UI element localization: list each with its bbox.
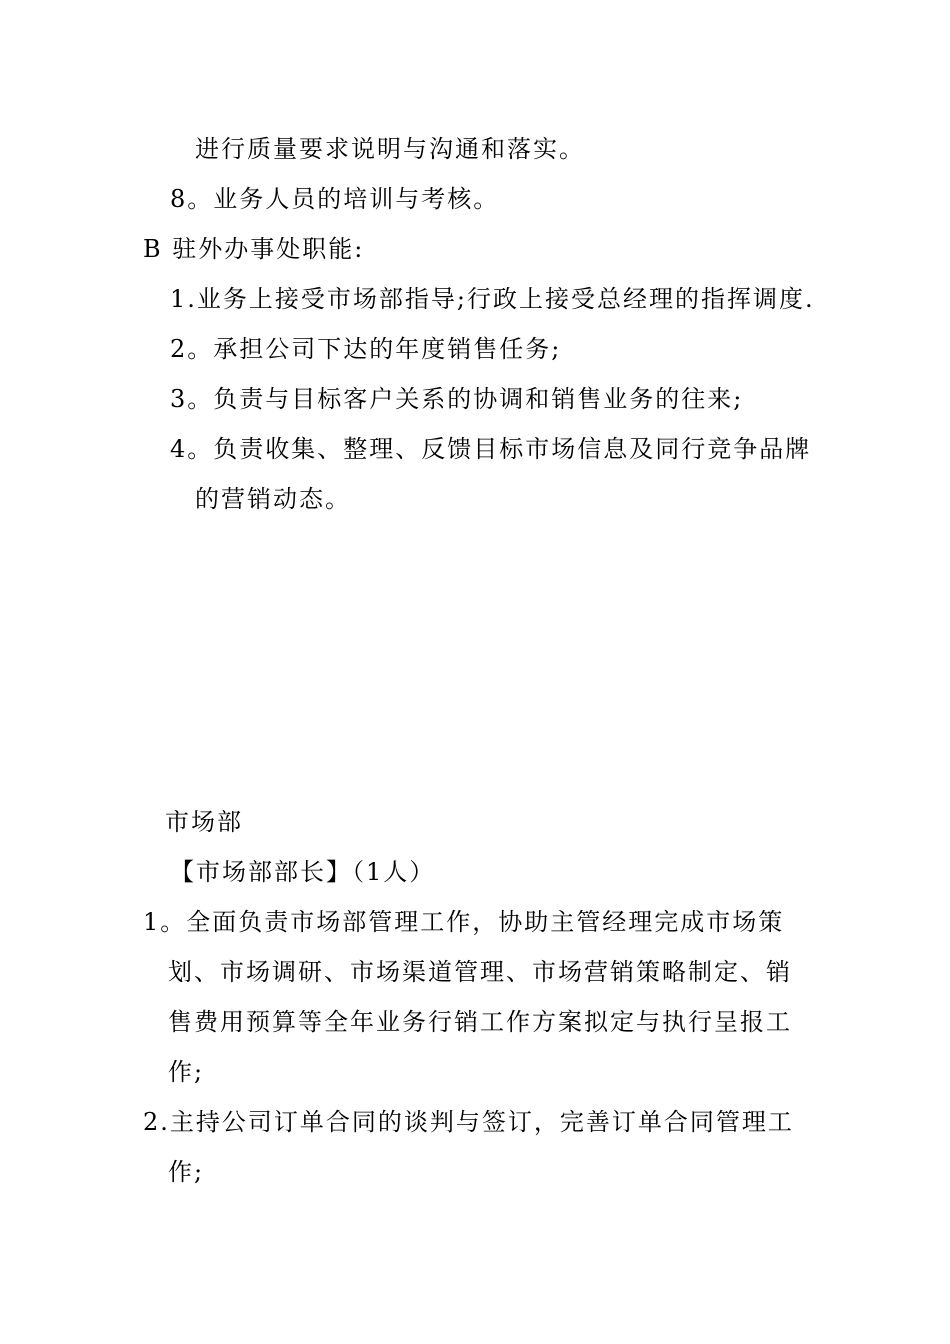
- list-item: 2。承担公司下达的年度销售任务;: [170, 335, 562, 363]
- text-line: 8。业务人员的培训与考核。: [170, 185, 500, 213]
- list-item: 3。负责与目标客户关系的协调和销售业务的往来;: [170, 385, 744, 413]
- text-line: 进行质量要求说明与沟通和落实。: [195, 135, 585, 163]
- list-item-continuation: 的营销动态。: [195, 485, 351, 513]
- section-heading: B 驻外办事处职能:: [143, 235, 365, 263]
- role-heading: 【市场部部长】（1人）: [170, 858, 436, 886]
- list-item-continuation: 划、市场调研、市场渠道管理、市场营销策略制定、销: [168, 958, 792, 986]
- department-title: 市场部: [165, 808, 243, 836]
- list-item: 2.主持公司订单合同的谈判与签订，完善订单合同管理工: [143, 1108, 794, 1136]
- list-item-continuation: 售费用预算等全年业务行销工作方案拟定与执行呈报工: [168, 1008, 792, 1036]
- list-item-continuation: 作;: [168, 1058, 205, 1086]
- list-item-continuation: 作;: [168, 1158, 205, 1186]
- list-item: 1。全面负责市场部管理工作，协助主管经理完成市场策: [143, 908, 785, 936]
- list-item: 1.业务上接受市场部指导;行政上接受总经理的指挥调度.: [170, 285, 815, 313]
- list-item: 4。负责收集、整理、反馈目标市场信息及同行竞争品牌: [170, 435, 812, 463]
